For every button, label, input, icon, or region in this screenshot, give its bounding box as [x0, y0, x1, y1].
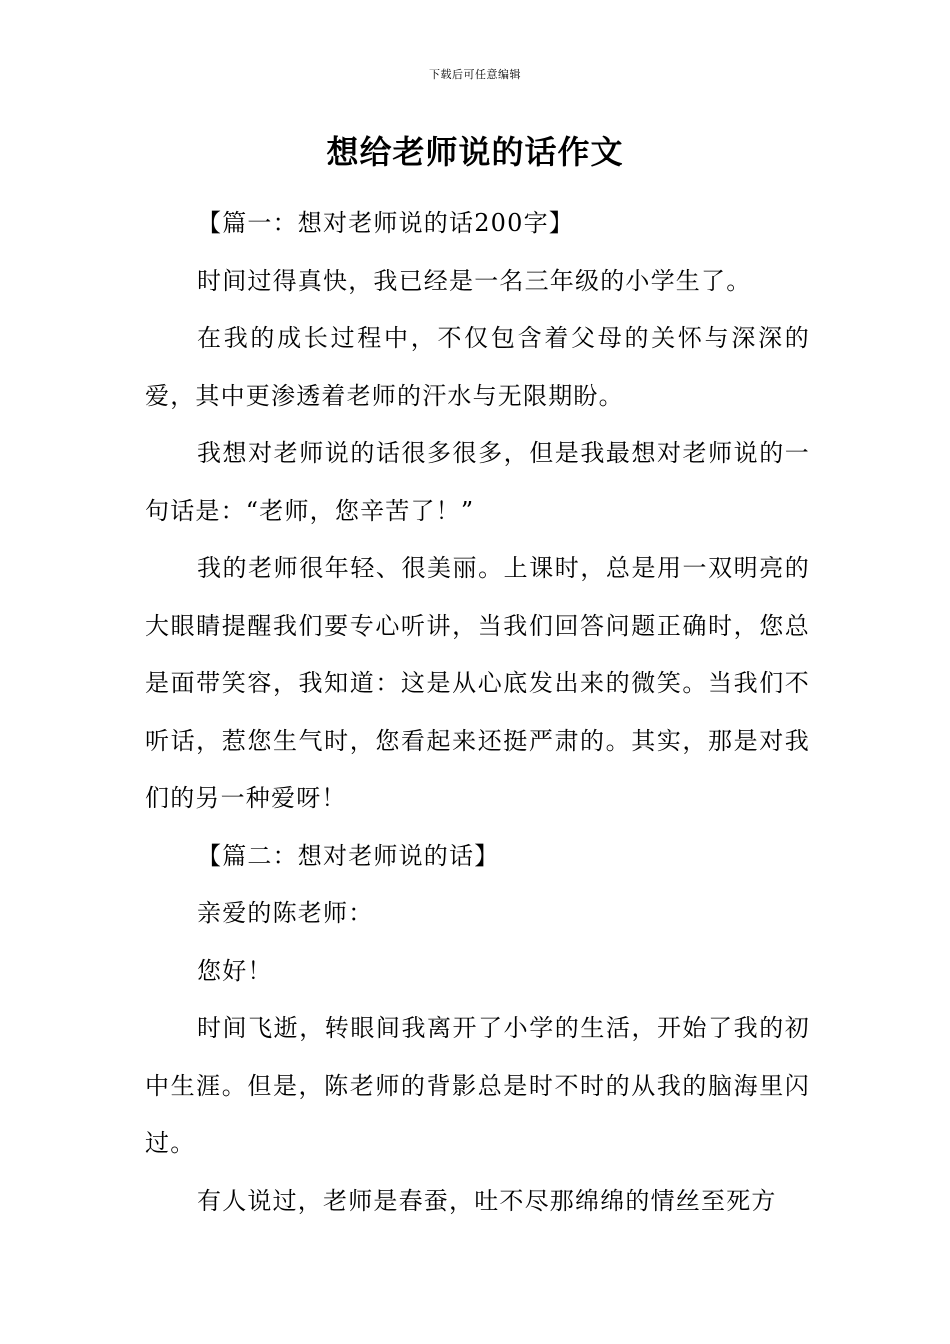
- paragraph: 我的老师很年轻、很美丽。上课时，总是用一双明亮的大眼睛提醒我们要专心听讲，当我们回答问题正确时，您总是面带笑容，我知道：这是从心底发出来的微笑。当我们不听话，惹您生气时，您看起来还挺严肃的。其实，那是对我们的另一种爱呀！: [145, 554, 810, 812]
- letter-salutation: 亲爱的陈老师：: [197, 899, 374, 927]
- section-heading-1: 【篇一：想对老师说的话200字】: [197, 209, 575, 237]
- paragraph: 时间过得真快，我已经是一名三年级的小学生了。: [197, 266, 752, 295]
- document-body: [145, 195, 810, 1230]
- document-title: 想给老师说的话作文: [326, 133, 624, 171]
- header-note: 下载后可任意编辑: [429, 68, 521, 81]
- paragraph: 时间飞逝，转眼间我离开了小学的生活，开始了我的初中生涯。但是，陈老师的背影总是时不时的从我的脑海里闪过。: [145, 1014, 810, 1157]
- letter-greeting: 您好！: [197, 956, 273, 985]
- paragraph: 有人说过，老师是春蚕，吐不尽那绵绵的情丝至死方: [197, 1186, 777, 1215]
- paragraph: 我想对老师说的话很多很多，但是我最想对老师说的一句话是：“老师，您辛苦了！”: [145, 439, 810, 525]
- paragraph: 在我的成长过程中，不仅包含着父母的关怀与深深的爱，其中更渗透着老师的汗水与无限期盼。: [145, 324, 810, 410]
- section-heading-2: 【篇二：想对老师说的话】: [197, 841, 500, 870]
